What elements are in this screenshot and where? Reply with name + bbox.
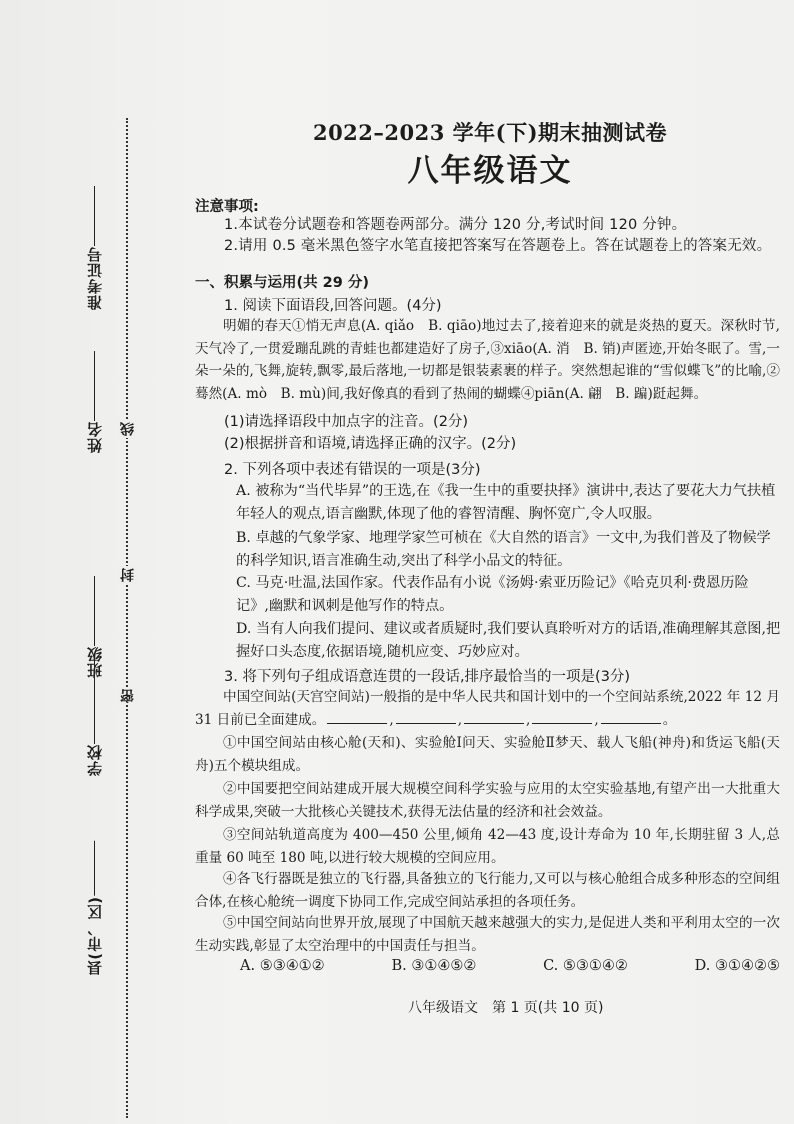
seal-mark-line: 线 [120, 422, 136, 436]
answer-blank-4 [532, 711, 592, 724]
class-label: 班级 [86, 646, 104, 678]
question-2-option-a [236, 480, 781, 525]
question-1-stem: 1. 阅读下面语段,回答问题。(4分) [224, 298, 442, 314]
name-underline [94, 351, 96, 421]
page-footer: 八年级语文 第 1 页(共 10 页) [408, 1000, 604, 1016]
question-3-sentence-5: ⑤中国空间站向世界开放,展现了中国航天越来越强大的实力,是促进人类和平利用太空的一次生动实践,彰显了太空治理中的中国责任与担当。 [195, 915, 780, 954]
seal-mark-seal: 封 [120, 568, 136, 582]
county-field [84, 835, 105, 976]
question-3-lead-text: 中国空间站(天宫空间站)一般指的是中华人民共和国计划中的一个空间站系统,2022 年 12 月 31 日前已全面建成。 [195, 689, 780, 728]
name-label: 姓名 [86, 421, 104, 453]
question-3-stem: 3. 将下列句子组成语意连贯的一段话,排序最恰当的一项是(3分) [224, 669, 631, 685]
answer-blank-3 [464, 711, 524, 724]
question-3-choice-c: C. ⑤③①④② [543, 958, 628, 974]
seal-mark-secret: 密 [120, 689, 136, 703]
school-underline [94, 656, 96, 744]
question-2-option-a-text: A. 被称为“当代毕昇”的王选,在《我一生中的重要抉择》演讲中,表达了要花大力气扶植年轻人的观点,语言幽默,体现了他的睿智清醒、胸怀宽广,令人叹服。 [236, 483, 776, 522]
question-2-option-d-text: D. 当有人向我们提问、建议或者质疑时,我们要认真聆听对方的话语,准确理解其意图,把握好口头态度,依据语境,随机应变、巧妙应对。 [236, 621, 781, 660]
question-3-choice-d: D. ③①④②⑤ [694, 958, 780, 974]
question-1-sub-2: (2)根据拼音和语境,请选择正确的汉字。(2分) [224, 436, 517, 452]
exam-title: 2022–2023 学年(下)期末抽测试卷 [312, 120, 668, 145]
question-3-lead: 中国空间站(天宫空间站)一般指的是中华人民共和国计划中的一个空间站系统,2022 年 12 月 31 日前已全面建成。 , , , , 。 [195, 689, 780, 728]
county-label: 县(市、区) [86, 896, 104, 976]
question-3-choice-a: A. ⑤③④①② [240, 958, 325, 974]
question-2-option-c [236, 572, 781, 617]
question-1-passage: 明媚的春天①悄无声息(A. qiǎo B. qiāo)地过去了,接着迎来的就是炎热的夏天。深秋时节,天气冷了,一贯爱蹦乱跳的青蛙也都建造好了房子,③xiāo(A. 消 B. 销)声匿迹,开始冬眠了。雪,一朵一朵的,飞舞,旋转,飘零,最后落地,一切都是银装素裹的样子。突然想起谁的“雪似蝶飞”的比喻,②蓦然(A. mò B. mù)间,我好像真的看到了热闹的蝴蝶④piān(A. 翩 B. 蹁)跹起舞。 [195, 318, 780, 402]
answer-blank-2 [396, 711, 456, 724]
exam-number-underline [94, 186, 96, 246]
class-underline [94, 576, 96, 646]
exam-number-label: 准考证号 [86, 246, 104, 310]
answer-blank-1 [327, 711, 387, 724]
county-underline [94, 841, 96, 896]
notice-heading: 注意事项: [195, 199, 259, 215]
question-3-choices [240, 958, 780, 974]
question-3-sentence-3: ③空间站轨道高度为 400—450 公里,倾角 42—43 度,设计寿命为 10 年,长期驻留 3 人,总重量 60 吨至 180 吨,以进行较大规模的空间应用。 [195, 827, 780, 866]
question-3-sentence-1: ①中国空间站由核心舱(天和)、实验舱Ⅰ问天、实验舱Ⅱ梦天、载人飞船(神舟)和货运飞船(天舟)五个模块组成。 [195, 735, 780, 774]
name-field [84, 345, 105, 453]
question-2-stem: 2. 下列各项中表述有错误的一项是(3分) [224, 462, 481, 478]
question-3-sentence-4: ④各飞行器既是独立的飞行器,具备独立的飞行能力,又可以与核心舱组合成多种形态的空间组合体,在核心舱统一调度下协同工作,完成空间站承担的各项任务。 [195, 871, 780, 910]
question-2-option-c-text: C. 马克·吐温,法国作家。代表作品有小说《汤姆·索亚历险记》《哈克贝利·费恩历险记》,幽默和讽刺是他写作的特点。 [236, 575, 749, 614]
question-2-option-d [236, 618, 781, 663]
exam-number-field [84, 180, 105, 310]
question-3-choice-b: B. ③①④⑤② [391, 958, 477, 974]
notice-item-1: 1.本试卷分试题卷和答题卷两部分。满分 120 分,考试时间 120 分钟。 [224, 217, 687, 233]
section-heading: 一、积累与运用(共 29 分) [195, 275, 370, 291]
subject-title: 八年级语文 [407, 153, 573, 189]
school-label: 学校 [86, 744, 104, 776]
question-2-option-b-text: B. 卓越的气象学家、地理学家竺可桢在《大自然的语言》一文中,为我们普及了物候学的科学知识,语言准确生动,突出了科学小品文的特征。 [236, 530, 771, 569]
question-2-option-b [236, 527, 781, 572]
school-field [84, 650, 105, 776]
question-3-sentence-2: ②中国要把空间站建成开展大规模空间科学实验与应用的太空实验基地,有望产出一大批重大科学成果,突破一大批核心关键技术,获得无法估量的经济和社会效益。 [195, 781, 780, 820]
seal-dotted-line [126, 118, 128, 1118]
question-1-sub-1: (1)请选择语段中加点字的注音。(2分) [224, 414, 469, 430]
answer-blank-5 [601, 711, 661, 724]
notice-item-2: 2.请用 0.5 毫米黑色签字水笔直接把答案写在答题卷上。答在试题卷上的答案无效。 [224, 238, 772, 254]
